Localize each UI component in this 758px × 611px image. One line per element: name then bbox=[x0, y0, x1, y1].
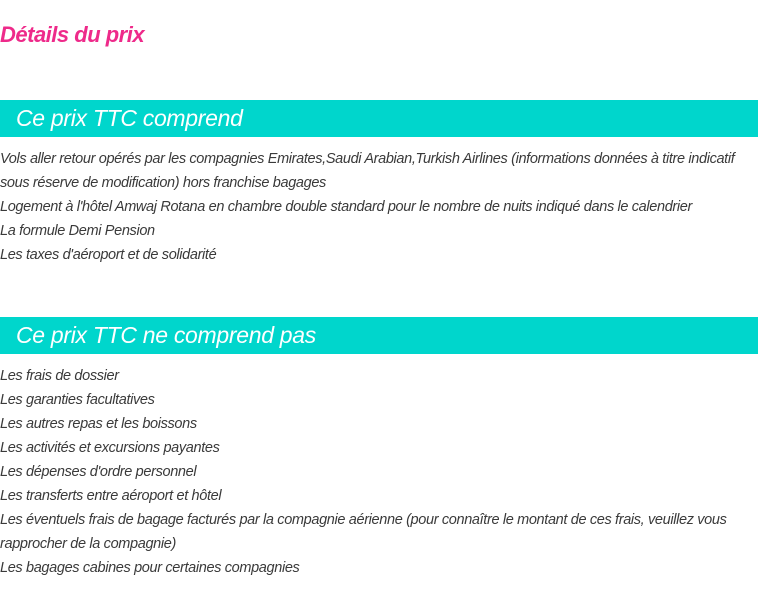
list-item: Les transferts entre aéroport et hôtel bbox=[0, 488, 222, 504]
included-list bbox=[0, 147, 758, 267]
included-section-heading: Ce prix TTC comprend bbox=[0, 100, 758, 137]
list-item: Vols aller retour opérés par les compagnies Emirates,Saudi Arabian,Turkish Airlines (informations données à titre indicatif sous réserve de modification) hors franchise bagages bbox=[0, 151, 735, 191]
list-item: Les garanties facultatives bbox=[0, 392, 155, 408]
list-item: Les éventuels frais de bagage facturés par la compagnie aérienne (pour connaître le montant de ces frais, veuillez vous rapprocher de la compagnie) bbox=[0, 512, 727, 552]
list-item: Les activités et excursions payantes bbox=[0, 440, 220, 456]
list-item: Les bagages cabines pour certaines compagnies bbox=[0, 560, 300, 576]
excluded-list bbox=[0, 364, 758, 580]
list-item: Les autres repas et les boissons bbox=[0, 416, 197, 432]
excluded-section-heading: Ce prix TTC ne comprend pas bbox=[0, 317, 758, 354]
page-title: Détails du prix bbox=[0, 22, 145, 47]
list-item: Logement à l'hôtel Amwaj Rotana en chambre double standard pour le nombre de nuits indiqué dans le calendrier bbox=[0, 199, 692, 215]
list-item: Les taxes d'aéroport et de solidarité bbox=[0, 247, 217, 263]
list-item: La formule Demi Pension bbox=[0, 223, 155, 239]
list-item: Les frais de dossier bbox=[0, 368, 119, 384]
list-item: Les dépenses d'ordre personnel bbox=[0, 464, 197, 480]
